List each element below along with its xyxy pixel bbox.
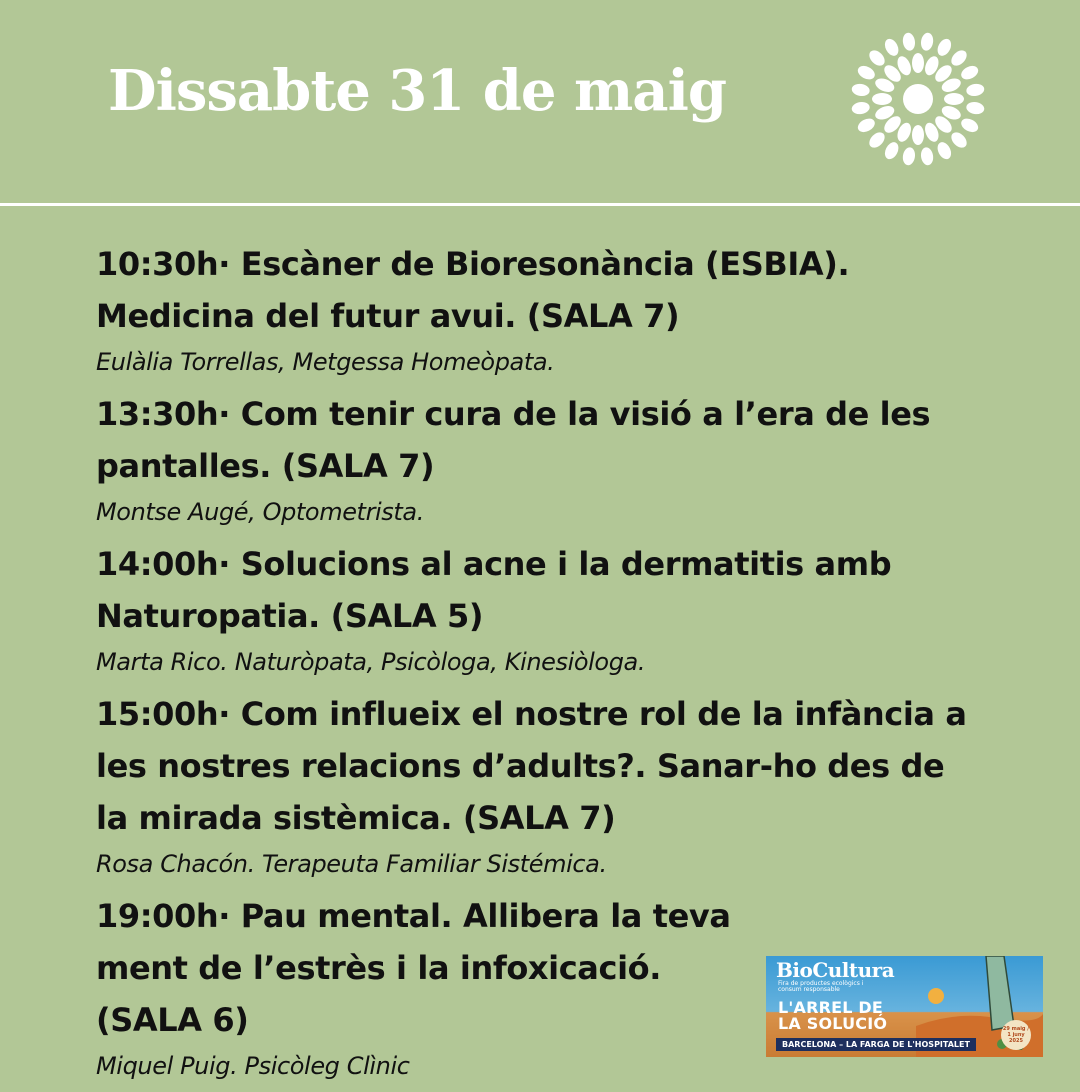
logo-petal [902,32,917,52]
logo-petal [866,129,887,150]
event-title: 13:30h· Com tenir cura de la visió a l’era de les pantalles. (SALA 7) [96,395,931,485]
promo-slogan-line: L'ARREL DE [778,998,884,1017]
logo-petal [965,101,985,116]
logo-petal [912,125,924,145]
logo-petal [920,32,935,52]
event-speaker: Eulàlia Torrellas, Metgessa Homeòpata. [96,348,555,376]
logo-petal [882,140,901,161]
header-divider [0,203,1080,206]
event-speaker: Montse Augé, Optometrista. [96,498,424,526]
logo-petal [856,63,877,82]
logo-petal [935,140,954,161]
sun-flower-icon [846,30,990,168]
promo-dates-badge: 29 maig / 1 juny 2025 [1001,1020,1031,1050]
event-item [96,238,986,380]
event-item [96,688,986,882]
event-title: 19:00h· Pau mental. Allibera la teva ment de l’estrès i la infoxicació. (SALA 6) [96,897,731,1039]
logo-petal [866,47,887,68]
page-title: Dissabte 31 de maig [108,58,726,124]
promo-brand-subtitle: Fira de productes ecològics i consum responsable [778,980,864,993]
logo-petal [948,47,969,68]
event-speaker: Rosa Chacón. Terapeuta Familiar Sistémica. [96,850,607,878]
logo-petal [912,53,924,73]
event-speaker: Miquel Puig. Psicòleg Clìnic [96,1052,410,1080]
logo-petal [959,116,980,135]
logo-petal [944,93,964,105]
logo-petal [882,37,901,58]
event-title: 10:30h· Escàner de Bioresonància (ESBIA). Medicina del futur avui. (SALA 7) [96,245,850,335]
promo-slogan-line: LA SOLUCIÓ [778,1014,888,1033]
logo-petal [965,83,985,98]
promo-brand: BioCultura [776,958,895,982]
logo-petal [920,146,935,166]
promo-slogan [778,1000,887,1032]
event-item [96,388,986,530]
event-item [96,538,986,680]
logo-petal [851,83,871,98]
logo-petal [948,129,969,150]
logo-petal [856,116,877,135]
logo-petal [872,93,892,105]
event-speaker: Marta Rico. Naturòpata, Psicòloga, Kinesiòloga. [96,648,646,676]
logo-petal [959,63,980,82]
event-title: 14:00h· Solucions al acne i la dermatitis amb Naturopatia. (SALA 5) [96,545,892,635]
biocultura-promo-badge [766,956,1043,1057]
logo-petal [902,146,917,166]
promo-location: BARCELONA – LA FARGA DE L'HOSPITALET [776,1038,976,1051]
logo-petal [851,101,871,116]
logo-petal [935,37,954,58]
event-title: 15:00h· Com influeix el nostre rol de la infància a les nostres relacions d’adults?. Sanar-ho des de la mirada sistèmica. (SALA 7) [96,695,967,837]
